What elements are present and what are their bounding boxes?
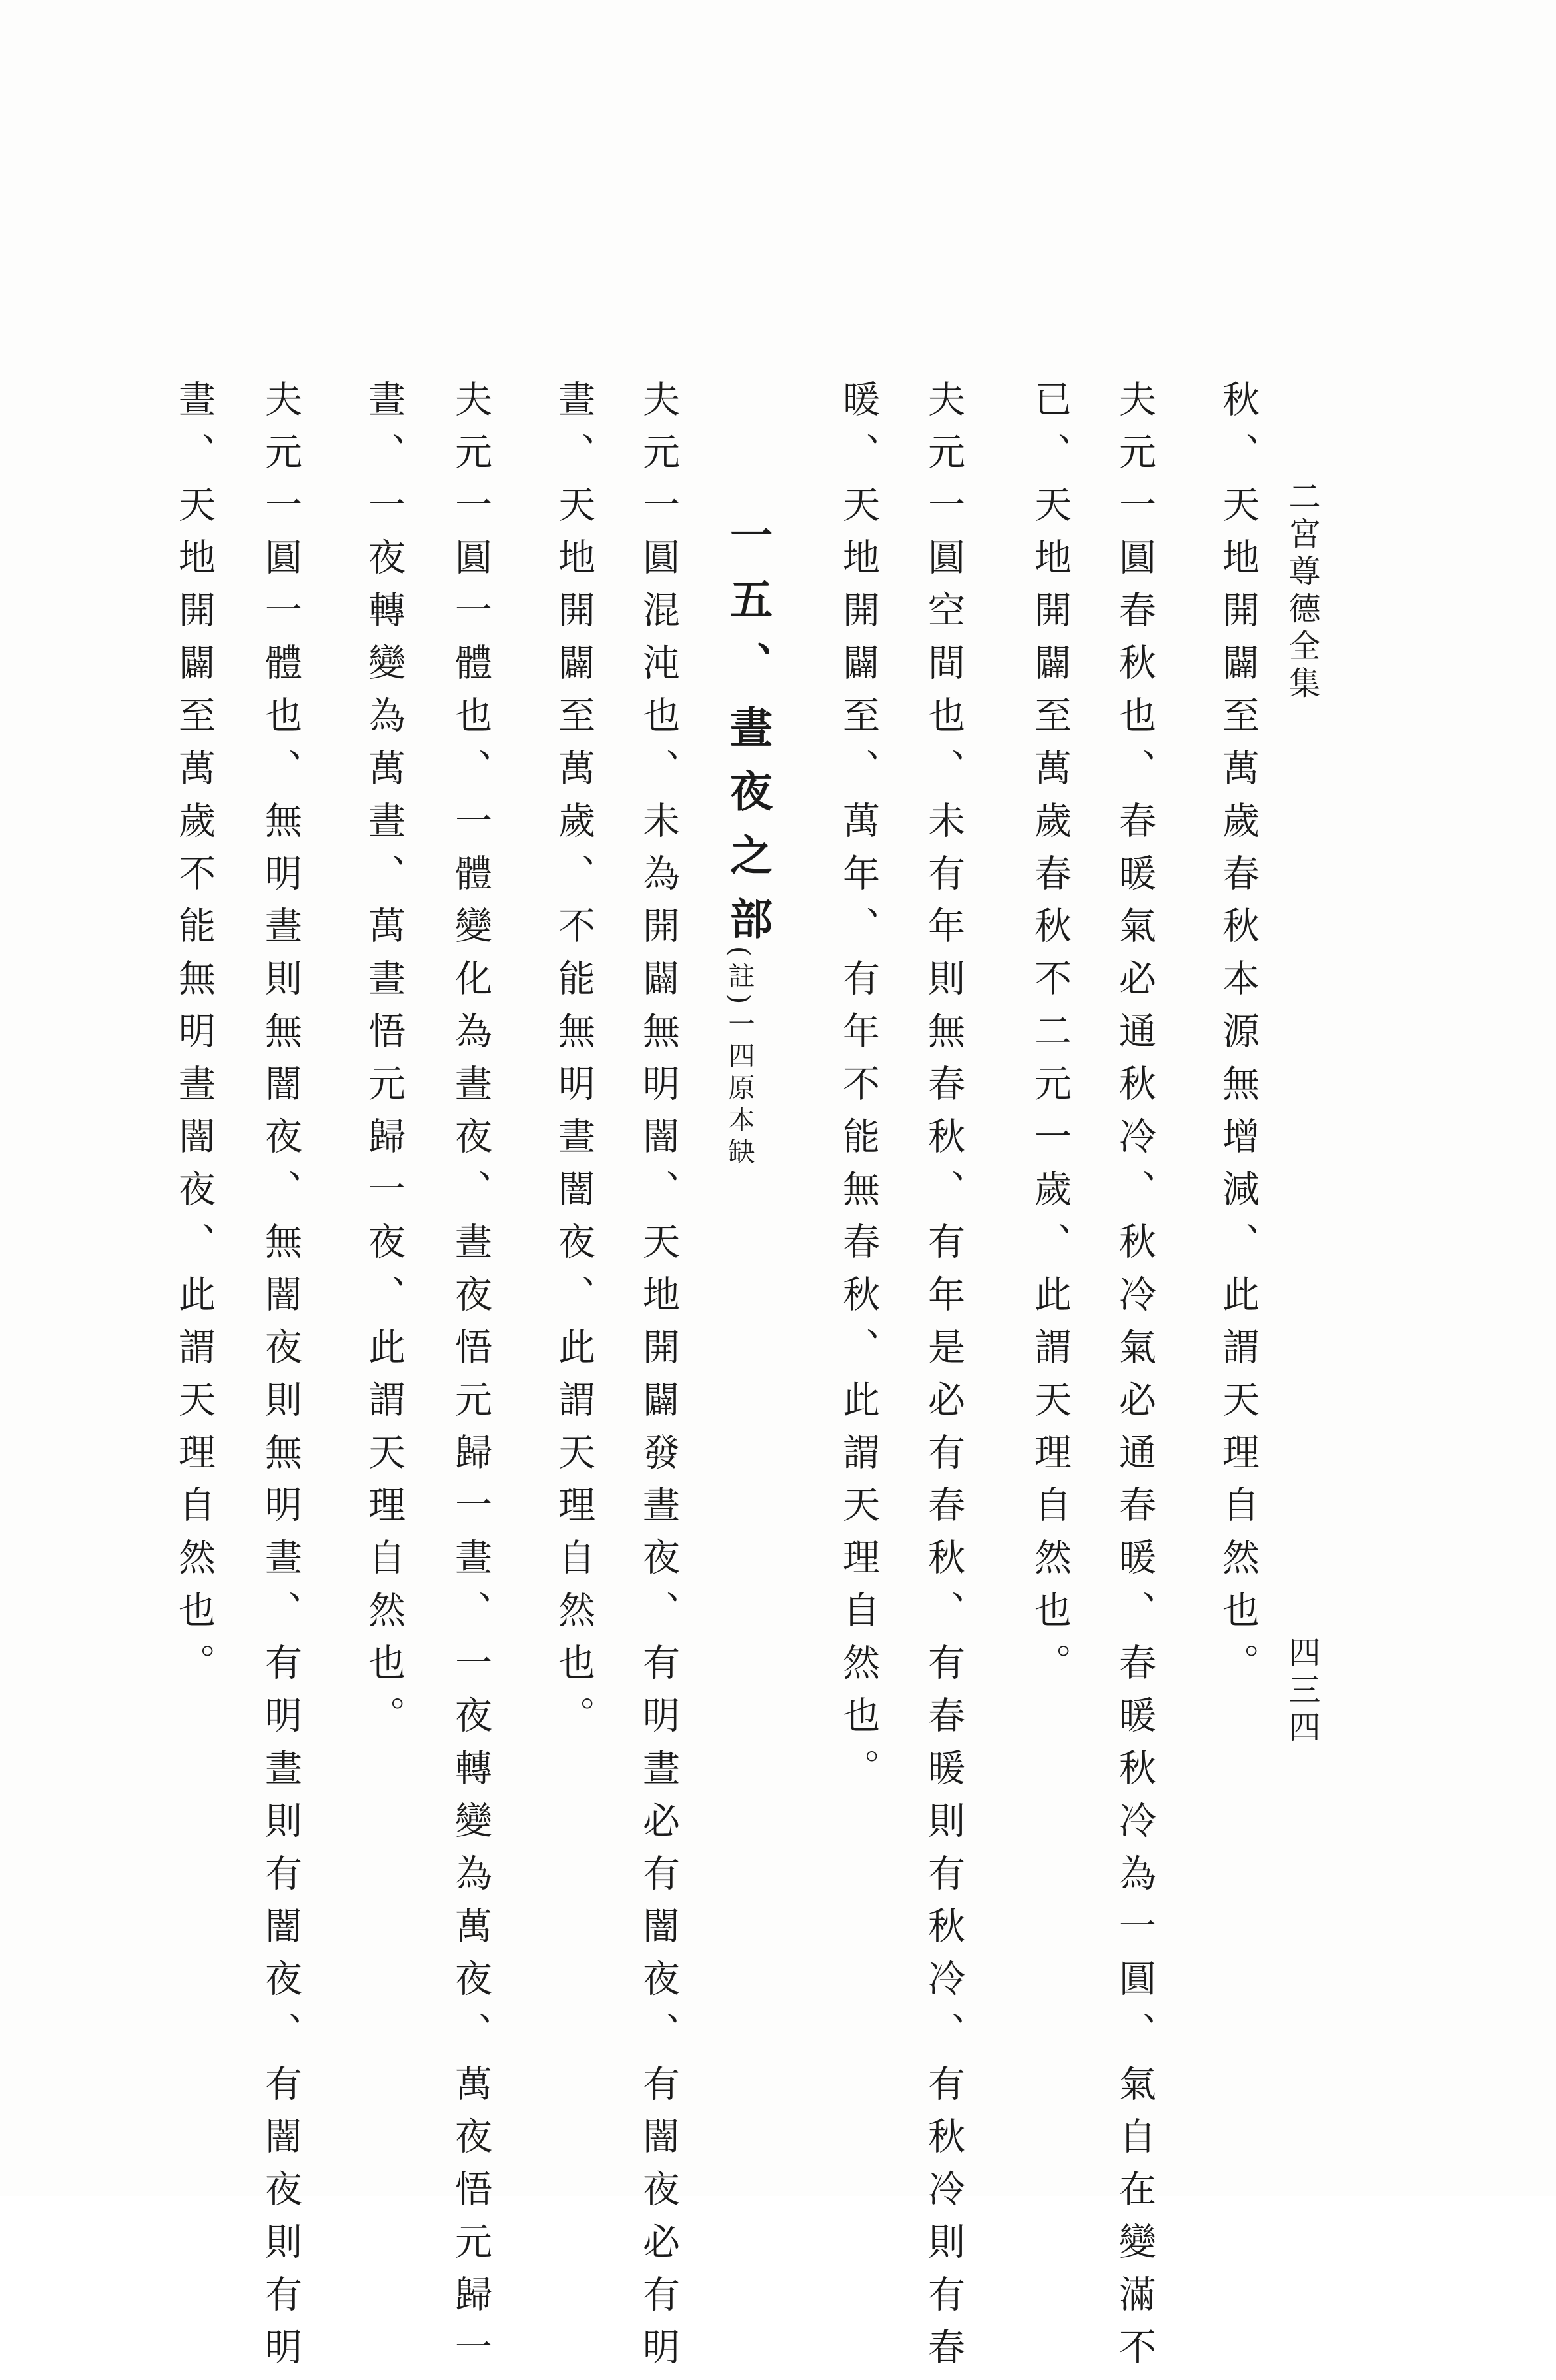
text-column-10: 夫元一圓一體也、一體變化為晝夜、晝夜悟元歸一晝、一夜轉變為萬夜、萬夜悟元歸一 [449, 380, 492, 2380]
text-column-9: 晝、天地開闢至萬歲、不能無明晝闇夜、此謂天理自然也。 [552, 380, 595, 1748]
text-column-8: 夫元一圓混沌也、未為開闢無明闇、天地開闢發晝夜、有明晝必有闇夜、有闇夜必有明 [637, 380, 680, 2380]
text-column-5: 暖、天地開闢至、萬年、有年不能無春秋、此謂天理自然也。 [837, 380, 880, 1801]
text-column-3: 已、天地開闢至萬歲春秋不二元一歲、此謂天理自然也。 [1028, 380, 1072, 1696]
text-column-1: 秋、天地開闢至萬歲春秋本源無增減、此謂天理自然也。 [1216, 380, 1260, 1696]
section-title: 一五、晝夜之部 [723, 513, 773, 961]
section-note: (註)一四原本缺 [724, 946, 755, 1170]
book-title: 二宮尊德全集 [1283, 480, 1320, 704]
text-column-13: 晝、天地開闢至萬歲不能無明晝闇夜、此謂天理自然也。 [173, 380, 216, 1696]
page-number: 四三四 [1283, 1636, 1320, 1748]
text-column-2: 夫元一圓春秋也、春暖氣必通秋冷、秋冷氣必通春暖、春暖秋冷為一圓、氣自在變滿不 [1113, 380, 1156, 2380]
text-column-11: 晝、一夜轉變為萬晝、萬晝悟元歸一夜、此謂天理自然也。 [362, 380, 406, 1748]
text-column-4: 夫元一圓空間也、未有年則無春秋、有年是必有春秋、有春暖則有秋冷、有秋冷則有春 [922, 380, 965, 2380]
text-column-12: 夫元一圓一體也、無明晝則無闇夜、無闇夜則無明晝、有明晝則有闇夜、有闇夜則有明 [259, 380, 302, 2380]
